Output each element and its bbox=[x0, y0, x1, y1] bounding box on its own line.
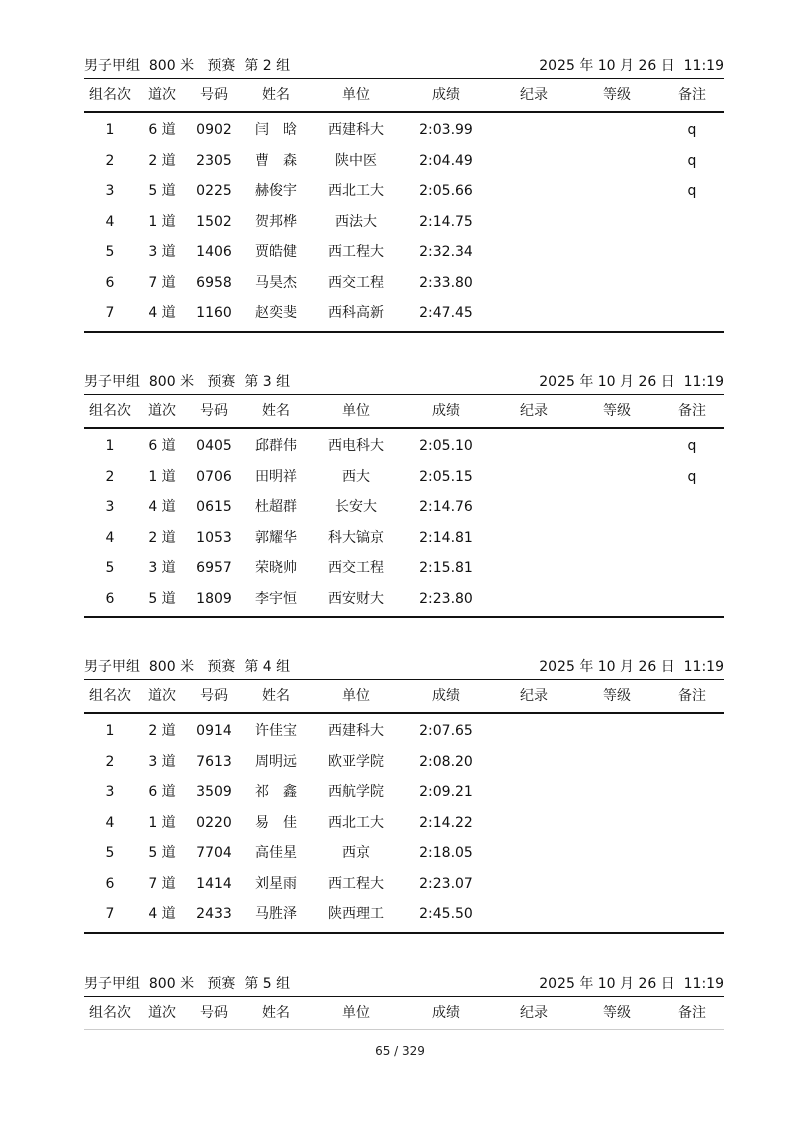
divider bbox=[84, 1029, 724, 1030]
section-datetime: 2025 年 10 月 26 日 11:19 bbox=[539, 374, 724, 390]
cell-lane: 4 道 bbox=[148, 499, 176, 515]
col-header-grade: 等级 bbox=[603, 688, 631, 704]
col-header-result: 成绩 bbox=[432, 87, 460, 103]
cell-unit: 西安财大 bbox=[328, 590, 384, 607]
cell-bib: 7613 bbox=[196, 753, 232, 770]
col-header-lane: 道次 bbox=[148, 403, 176, 419]
table-header-row bbox=[84, 79, 724, 111]
cell-lane: 2 道 bbox=[148, 529, 176, 546]
cell-unit: 西工程大 bbox=[328, 244, 384, 260]
table-row bbox=[84, 777, 724, 808]
table-row bbox=[84, 237, 724, 268]
col-header-result: 成绩 bbox=[432, 1005, 460, 1021]
cell-bib: 1809 bbox=[196, 590, 232, 607]
col-header-record: 纪录 bbox=[520, 403, 548, 419]
cell-lane: 3 道 bbox=[148, 244, 176, 260]
cell-rank: 6 bbox=[105, 590, 115, 607]
cell-unit: 西电科大 bbox=[328, 438, 384, 454]
table-row bbox=[84, 146, 724, 177]
cell-rank: 7 bbox=[105, 906, 115, 922]
col-header-rank: 组名次 bbox=[89, 87, 131, 103]
cell-bib: 0706 bbox=[196, 468, 232, 485]
col-header-lane: 道次 bbox=[148, 1005, 176, 1021]
section-header bbox=[84, 372, 724, 392]
col-header-rank: 组名次 bbox=[89, 1005, 131, 1021]
col-header-lane: 道次 bbox=[148, 688, 176, 704]
cell-lane: 6 道 bbox=[148, 438, 176, 454]
table-row bbox=[84, 899, 724, 930]
cell-unit: 西航学院 bbox=[328, 784, 384, 800]
cell-rank: 3 bbox=[105, 183, 115, 199]
cell-lane: 2 道 bbox=[148, 723, 176, 739]
col-header-bib: 号码 bbox=[200, 87, 228, 103]
cell-unit: 西科高新 bbox=[328, 305, 384, 321]
divider bbox=[84, 331, 724, 333]
table-row bbox=[84, 869, 724, 900]
cell-lane: 2 道 bbox=[148, 152, 176, 169]
section-title: 男子甲组 800 米 预赛 第 3 组 bbox=[84, 374, 291, 390]
section-datetime: 2025 年 10 月 26 日 11:19 bbox=[539, 659, 724, 675]
cell-rank: 2 bbox=[105, 152, 115, 169]
cell-rank: 1 bbox=[105, 723, 115, 739]
cell-name: 杜超群 bbox=[255, 499, 297, 515]
col-header-name: 姓名 bbox=[262, 1005, 290, 1021]
table-row bbox=[84, 207, 724, 238]
cell-note: q bbox=[687, 122, 697, 138]
table-header-row bbox=[84, 680, 724, 712]
cell-rank: 2 bbox=[105, 753, 115, 770]
cell-name: 马胜泽 bbox=[255, 906, 297, 922]
cell-note: q bbox=[687, 183, 697, 199]
cell-bib: 2305 bbox=[196, 152, 232, 169]
col-header-note: 备注 bbox=[678, 1005, 706, 1021]
table-row bbox=[84, 176, 724, 207]
cell-name: 郭耀华 bbox=[255, 529, 297, 546]
cell-bib: 6958 bbox=[196, 274, 232, 291]
cell-name: 田明祥 bbox=[255, 468, 297, 485]
col-header-unit: 单位 bbox=[342, 403, 370, 419]
cell-result: 2:45.50 bbox=[419, 906, 473, 922]
cell-result: 2:05.66 bbox=[419, 183, 473, 199]
table-row bbox=[84, 115, 724, 146]
cell-unit: 欧亚学院 bbox=[328, 753, 384, 770]
cell-rank: 5 bbox=[105, 845, 115, 861]
table-row bbox=[84, 838, 724, 869]
cell-name: 贾皓健 bbox=[255, 244, 297, 260]
col-header-lane: 道次 bbox=[148, 87, 176, 103]
section-header bbox=[84, 974, 724, 994]
cell-result: 2:15.81 bbox=[419, 560, 473, 576]
cell-note: q bbox=[687, 438, 697, 454]
cell-unit: 科大镐京 bbox=[328, 529, 384, 546]
cell-rank: 6 bbox=[105, 274, 115, 291]
cell-name: 赫俊宇 bbox=[255, 183, 297, 199]
result-section-group-5 bbox=[84, 974, 724, 1030]
page-number: 65 / 329 bbox=[375, 1044, 425, 1058]
cell-unit: 长安大 bbox=[335, 499, 377, 515]
cell-rank: 3 bbox=[105, 784, 115, 800]
col-header-record: 纪录 bbox=[520, 688, 548, 704]
cell-lane: 1 道 bbox=[148, 213, 176, 230]
table-header-row bbox=[84, 997, 724, 1029]
cell-bib: 0405 bbox=[196, 438, 232, 454]
col-header-unit: 单位 bbox=[342, 87, 370, 103]
cell-bib: 1406 bbox=[196, 244, 232, 260]
cell-lane: 6 道 bbox=[148, 122, 176, 138]
cell-unit: 西北工大 bbox=[328, 183, 384, 199]
cell-result: 2:14.22 bbox=[419, 814, 473, 831]
col-header-grade: 等级 bbox=[603, 403, 631, 419]
cell-result: 2:14.81 bbox=[419, 529, 473, 546]
section-title: 男子甲组 800 米 预赛 第 2 组 bbox=[84, 58, 291, 74]
cell-bib: 1160 bbox=[196, 305, 232, 321]
cell-result: 2:05.10 bbox=[419, 438, 473, 454]
cell-lane: 1 道 bbox=[148, 468, 176, 485]
cell-lane: 1 道 bbox=[148, 814, 176, 831]
cell-result: 2:08.20 bbox=[419, 753, 473, 770]
col-header-note: 备注 bbox=[678, 688, 706, 704]
cell-unit: 西法大 bbox=[335, 213, 377, 230]
section-datetime: 2025 年 10 月 26 日 11:19 bbox=[539, 58, 724, 74]
cell-bib: 6957 bbox=[196, 560, 232, 576]
cell-result: 2:32.34 bbox=[419, 244, 473, 260]
col-header-name: 姓名 bbox=[262, 688, 290, 704]
col-header-name: 姓名 bbox=[262, 87, 290, 103]
cell-result: 2:07.65 bbox=[419, 723, 473, 739]
col-header-grade: 等级 bbox=[603, 87, 631, 103]
table-row bbox=[84, 747, 724, 778]
table-row bbox=[84, 584, 724, 615]
col-header-unit: 单位 bbox=[342, 688, 370, 704]
cell-result: 2:14.76 bbox=[419, 499, 473, 515]
cell-lane: 5 道 bbox=[148, 845, 176, 861]
cell-bib: 0914 bbox=[196, 723, 232, 739]
table-row bbox=[84, 808, 724, 839]
cell-result: 2:04.49 bbox=[419, 152, 473, 169]
col-header-bib: 号码 bbox=[200, 688, 228, 704]
cell-result: 2:23.80 bbox=[419, 590, 473, 607]
cell-unit: 西建科大 bbox=[328, 723, 384, 739]
cell-name: 闫 晗 bbox=[255, 122, 297, 138]
cell-rank: 4 bbox=[105, 213, 115, 230]
cell-note: q bbox=[687, 152, 697, 169]
cell-bib: 0902 bbox=[196, 122, 232, 138]
cell-bib: 1414 bbox=[196, 875, 232, 892]
table-row bbox=[84, 716, 724, 747]
table-body bbox=[84, 714, 724, 932]
col-header-grade: 等级 bbox=[603, 1005, 631, 1021]
cell-bib: 2433 bbox=[196, 906, 232, 922]
cell-name: 荣晓帅 bbox=[255, 560, 297, 576]
col-header-rank: 组名次 bbox=[89, 403, 131, 419]
col-header-unit: 单位 bbox=[342, 1005, 370, 1021]
cell-name: 李宇恒 bbox=[255, 590, 297, 607]
cell-rank: 5 bbox=[105, 560, 115, 576]
col-header-record: 纪录 bbox=[520, 1005, 548, 1021]
cell-bib: 7704 bbox=[196, 845, 232, 861]
cell-rank: 4 bbox=[105, 814, 115, 831]
result-section-group-3 bbox=[84, 372, 724, 618]
cell-rank: 1 bbox=[105, 122, 115, 138]
col-header-rank: 组名次 bbox=[89, 688, 131, 704]
cell-bib: 3509 bbox=[196, 784, 232, 800]
cell-rank: 1 bbox=[105, 438, 115, 454]
table-row bbox=[84, 523, 724, 554]
cell-note: q bbox=[687, 468, 697, 485]
table-body bbox=[84, 429, 724, 616]
col-header-result: 成绩 bbox=[432, 403, 460, 419]
cell-result: 2:14.75 bbox=[419, 213, 473, 230]
cell-unit: 西交工程 bbox=[328, 560, 384, 576]
col-header-record: 纪录 bbox=[520, 87, 548, 103]
cell-lane: 7 道 bbox=[148, 875, 176, 892]
col-header-bib: 号码 bbox=[200, 1005, 228, 1021]
cell-result: 2:47.45 bbox=[419, 305, 473, 321]
cell-lane: 4 道 bbox=[148, 305, 176, 321]
cell-unit: 西交工程 bbox=[328, 274, 384, 291]
cell-bib: 1502 bbox=[196, 213, 232, 230]
cell-unit: 陕中医 bbox=[335, 152, 377, 169]
cell-rank: 5 bbox=[105, 244, 115, 260]
cell-name: 曹 森 bbox=[255, 152, 297, 169]
table-row bbox=[84, 298, 724, 329]
col-header-name: 姓名 bbox=[262, 403, 290, 419]
cell-lane: 7 道 bbox=[148, 274, 176, 291]
cell-name: 赵奕斐 bbox=[255, 305, 297, 321]
cell-unit: 西大 bbox=[342, 468, 370, 485]
divider bbox=[84, 932, 724, 934]
cell-result: 2:18.05 bbox=[419, 845, 473, 861]
section-title: 男子甲组 800 米 预赛 第 5 组 bbox=[84, 976, 291, 992]
cell-unit: 西北工大 bbox=[328, 814, 384, 831]
cell-lane: 6 道 bbox=[148, 784, 176, 800]
section-header bbox=[84, 657, 724, 677]
col-header-result: 成绩 bbox=[432, 688, 460, 704]
cell-lane: 4 道 bbox=[148, 906, 176, 922]
cell-name: 刘星雨 bbox=[255, 875, 297, 892]
col-header-bib: 号码 bbox=[200, 403, 228, 419]
table-row bbox=[84, 553, 724, 584]
cell-name: 邱群伟 bbox=[255, 438, 297, 454]
cell-rank: 3 bbox=[105, 499, 115, 515]
cell-lane: 3 道 bbox=[148, 560, 176, 576]
table-row bbox=[84, 431, 724, 462]
cell-bib: 0220 bbox=[196, 814, 232, 831]
result-section-group-4 bbox=[84, 657, 724, 934]
cell-rank: 4 bbox=[105, 529, 115, 546]
cell-result: 2:03.99 bbox=[419, 122, 473, 138]
cell-name: 贺邦桦 bbox=[255, 213, 297, 230]
cell-name: 高佳星 bbox=[255, 845, 297, 861]
cell-rank: 6 bbox=[105, 875, 115, 892]
cell-unit: 西工程大 bbox=[328, 875, 384, 892]
cell-name: 许佳宝 bbox=[255, 723, 297, 739]
cell-name: 马昊杰 bbox=[255, 274, 297, 291]
cell-result: 2:05.15 bbox=[419, 468, 473, 485]
cell-unit: 西建科大 bbox=[328, 122, 384, 138]
table-body bbox=[84, 113, 724, 331]
cell-bib: 0615 bbox=[196, 499, 232, 515]
table-row bbox=[84, 462, 724, 493]
cell-bib: 0225 bbox=[196, 183, 232, 199]
cell-unit: 陕西理工 bbox=[328, 906, 384, 922]
cell-lane: 5 道 bbox=[148, 590, 176, 607]
table-row bbox=[84, 268, 724, 299]
cell-result: 2:33.80 bbox=[419, 274, 473, 291]
cell-lane: 3 道 bbox=[148, 753, 176, 770]
cell-lane: 5 道 bbox=[148, 183, 176, 199]
cell-name: 易 佳 bbox=[255, 814, 297, 831]
cell-result: 2:09.21 bbox=[419, 784, 473, 800]
cell-result: 2:23.07 bbox=[419, 875, 473, 892]
divider bbox=[84, 616, 724, 618]
section-header bbox=[84, 56, 724, 76]
cell-rank: 2 bbox=[105, 468, 115, 485]
col-header-note: 备注 bbox=[678, 87, 706, 103]
col-header-note: 备注 bbox=[678, 403, 706, 419]
section-datetime: 2025 年 10 月 26 日 11:19 bbox=[539, 976, 724, 992]
result-section-group-2 bbox=[84, 56, 724, 333]
cell-rank: 7 bbox=[105, 305, 115, 321]
section-title: 男子甲组 800 米 预赛 第 4 组 bbox=[84, 659, 291, 675]
cell-bib: 1053 bbox=[196, 529, 232, 546]
cell-name: 周明远 bbox=[255, 753, 297, 770]
cell-name: 祁 鑫 bbox=[255, 784, 297, 800]
cell-unit: 西京 bbox=[342, 845, 370, 861]
table-row bbox=[84, 492, 724, 523]
table-header-row bbox=[84, 395, 724, 427]
